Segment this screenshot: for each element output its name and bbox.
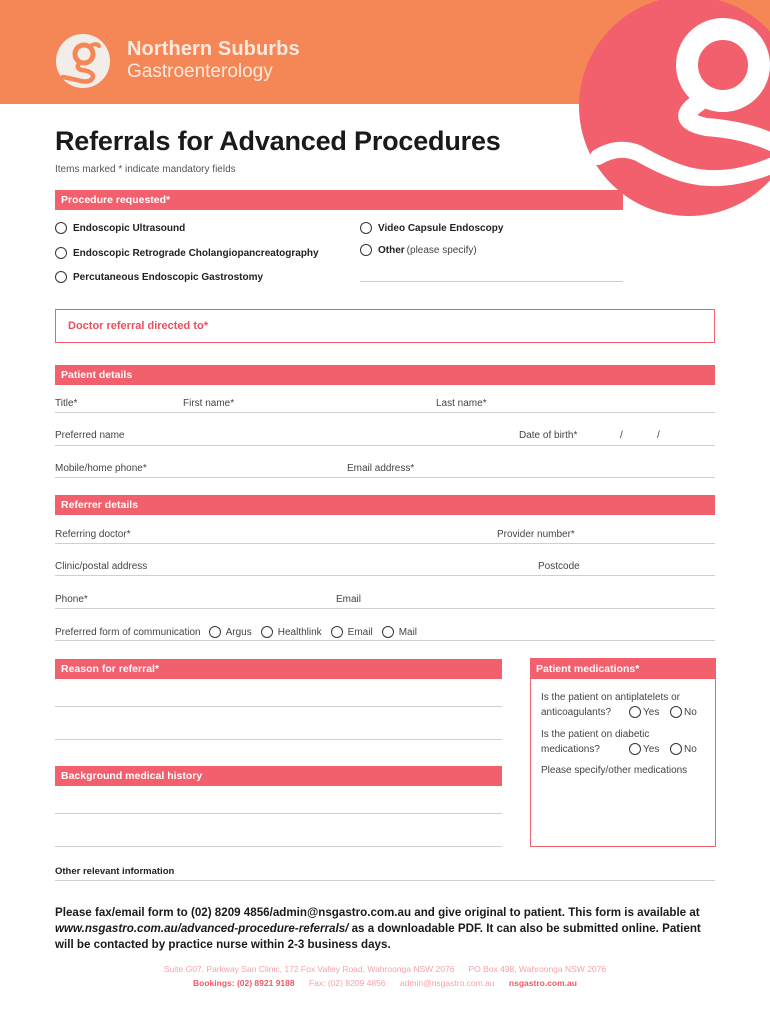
option-label: Email: [347, 626, 373, 638]
radio-email[interactable]: [331, 626, 343, 638]
yes-label: Yes: [643, 706, 660, 718]
phone-label: Mobile/home phone*: [55, 463, 147, 474]
radio-yes[interactable]: [629, 743, 641, 755]
option-label: Argus: [225, 626, 252, 638]
radio-healthlink[interactable]: [261, 626, 273, 638]
footer-bookings: Bookings: (02) 8921 9188: [193, 978, 295, 988]
other-info-label: Other relevant information: [55, 866, 175, 877]
preferred-name-field[interactable]: [55, 445, 715, 446]
dob-separator: /: [657, 430, 660, 441]
brand-line-2: Gastroenterology: [127, 61, 273, 82]
dob-separator: /: [620, 430, 623, 441]
other-info-field[interactable]: [55, 880, 715, 881]
doctor-referral-field[interactable]: [55, 309, 715, 343]
antiplatelet-no[interactable]: [670, 706, 697, 718]
radio-no[interactable]: [670, 743, 682, 755]
option-label: Other: [378, 244, 405, 256]
notice-text-2: as a downloadable PDF. It can also be submitted online. Patient will be contacted by practice nurse within 2-3 business days.: [55, 922, 701, 951]
referrer-contact-field[interactable]: [55, 608, 715, 609]
submission-notice: [55, 905, 715, 953]
communication-preference: [55, 626, 417, 638]
large-g-logo-icon: [578, 0, 770, 217]
option-label: Endoscopic Ultrasound: [73, 222, 186, 234]
no-label: No: [684, 706, 697, 718]
footer-contact-row: [0, 978, 770, 988]
footer-po-box: PO Box 498, Wahroonga NSW 2076: [468, 964, 607, 974]
other-medications-label: Please specify/other medications: [541, 765, 688, 776]
option-endoscopic-ultrasound[interactable]: [55, 222, 185, 234]
referring-doctor-field[interactable]: [55, 543, 715, 544]
option-hint: (please specify): [406, 244, 477, 256]
section-header-background: Background medical history: [55, 766, 502, 786]
referring-doctor-label: Referring doctor*: [55, 529, 131, 540]
antiplatelet-question-line-2: anticoagulants?: [541, 707, 612, 718]
postcode-label: Postcode: [538, 561, 580, 572]
communication-divider: [55, 640, 715, 641]
doctor-referral-label: Doctor referral directed to*: [68, 320, 208, 332]
antiplatelet-yes[interactable]: [629, 706, 659, 718]
preferred-name-label: Preferred name: [55, 430, 125, 441]
section-header-patient: Patient details: [55, 365, 715, 385]
referrer-email-label: Email: [336, 594, 362, 605]
footer-fax: Fax: (02) 8209 4856: [308, 978, 386, 988]
diabetic-no[interactable]: [670, 743, 697, 755]
last-name-label: Last name*: [436, 398, 487, 409]
first-name-label: First name*: [183, 398, 235, 409]
radio-button[interactable]: [55, 247, 67, 259]
footer-email[interactable]: admin@nsgastro.com.au: [399, 978, 495, 988]
option-other[interactable]: [360, 244, 477, 256]
email-label: Email address*: [347, 463, 415, 474]
radio-button[interactable]: [360, 222, 372, 234]
option-label: Endoscopic Retrograde Cholangiopancreatography: [73, 247, 319, 259]
radio-button[interactable]: [55, 271, 67, 283]
patient-medications-panel: [530, 658, 716, 847]
option-label: Healthlink: [277, 626, 322, 638]
notice-url[interactable]: www.nsgastro.com.au/advanced-procedure-referrals/: [55, 922, 349, 935]
radio-mail[interactable]: [382, 626, 394, 638]
brand-name: [127, 38, 300, 84]
section-header-medications: Patient medications*: [531, 659, 715, 679]
page-title: Referrals for Advanced Procedures: [55, 126, 501, 156]
radio-yes[interactable]: [629, 706, 641, 718]
reason-field-line-2[interactable]: [55, 739, 502, 740]
notice-text-1: Please fax/email form to (02) 8209 4856/admin@nsgastro.com.au and give original to patient. This form is available at: [55, 906, 700, 919]
radio-no[interactable]: [670, 706, 682, 718]
diabetic-yes[interactable]: [629, 743, 659, 755]
option-ercp[interactable]: [55, 247, 319, 259]
address-label: Clinic/postal address: [55, 561, 148, 572]
option-label: Percutaneous Endoscopic Gastrostomy: [73, 271, 264, 283]
diabetic-question-line-2: medications?: [541, 744, 600, 755]
reason-field-line-1[interactable]: [55, 706, 502, 707]
no-label: No: [684, 743, 697, 755]
brand-logo-icon: [55, 33, 111, 89]
provider-number-label: Provider number*: [497, 529, 575, 540]
radio-button[interactable]: [55, 222, 67, 234]
option-label: Mail: [398, 626, 418, 638]
radio-argus[interactable]: [209, 626, 221, 638]
antiplatelet-question-line-1: Is the patient on antiplatelets or: [541, 692, 680, 703]
section-header-reason: Reason for referral*: [55, 659, 502, 679]
title-label: Title*: [55, 398, 78, 409]
dob-label: Date of birth*: [519, 430, 578, 441]
footer-address-row: [0, 964, 770, 974]
section-header-referrer: Referrer details: [55, 495, 715, 515]
address-field[interactable]: [55, 575, 715, 576]
referrer-phone-label: Phone*: [55, 594, 88, 605]
footer-website[interactable]: nsgastro.com.au: [508, 978, 577, 988]
other-specify-field[interactable]: [360, 281, 623, 282]
diabetic-question-line-1: Is the patient on diabetic: [541, 729, 650, 740]
mandatory-note: Items marked * indicate mandatory fields: [55, 164, 236, 175]
section-header-procedure: Procedure requested*: [55, 190, 623, 210]
option-label: Video Capsule Endoscopy: [378, 222, 504, 234]
option-video-capsule-endoscopy[interactable]: [360, 222, 503, 234]
patient-name-field[interactable]: [55, 412, 715, 413]
communication-label: Preferred form of communication: [55, 626, 201, 638]
patient-contact-field[interactable]: [55, 477, 715, 478]
yes-label: Yes: [643, 743, 660, 755]
option-peg[interactable]: [55, 271, 263, 283]
footer-address: Suite G07, Parkway San Clinic, 172 Fox Valley Road, Wahroonga NSW 2076: [163, 964, 455, 974]
background-field-line-2[interactable]: [55, 846, 502, 847]
brand-line-1: Northern Suburbs: [127, 38, 300, 60]
radio-button[interactable]: [360, 244, 372, 256]
background-field-line-1[interactable]: [55, 813, 502, 814]
